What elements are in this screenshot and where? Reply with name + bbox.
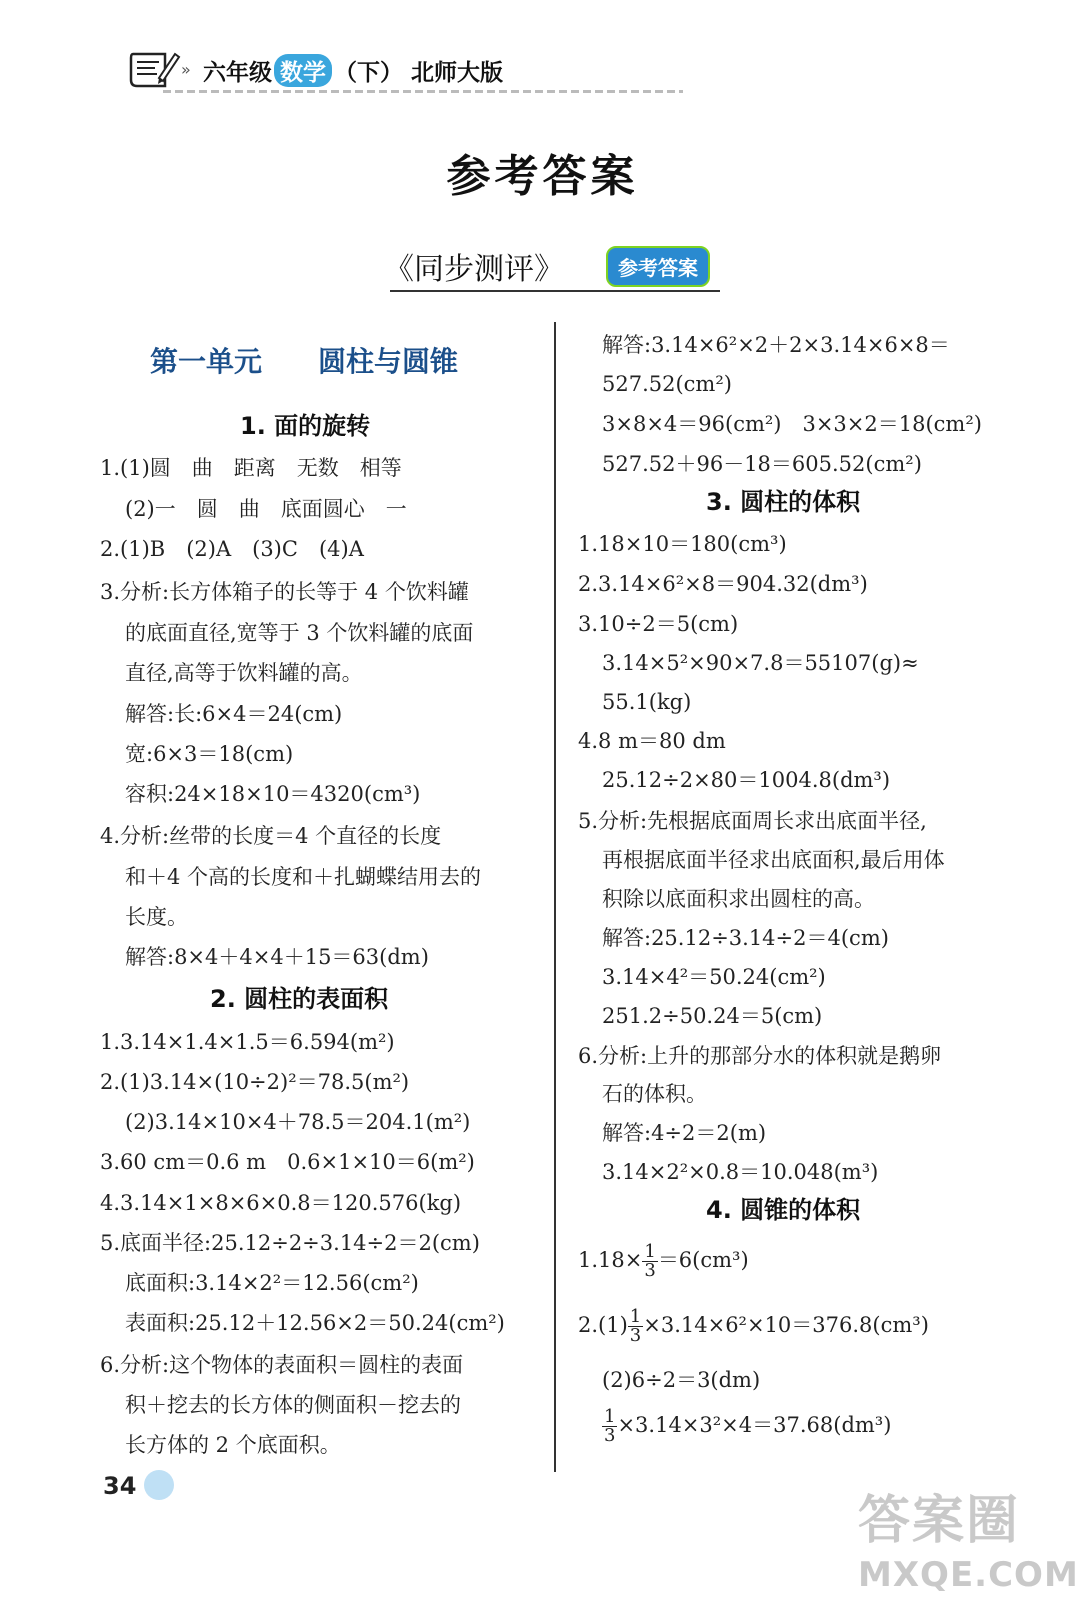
answer-line: (2)6÷2＝3(dm) — [602, 1368, 761, 1392]
answer-line: 直径,高等于饮料罐的高。 — [125, 661, 363, 685]
answer-line: 251.2÷50.24＝5(cm) — [602, 1004, 823, 1028]
section-heading: 4. 圆锥的体积 — [706, 1196, 861, 1224]
column-divider — [554, 322, 556, 1472]
answer-line: 解答:8×4＋4×4＋15＝63(dm) — [125, 945, 429, 969]
answer-line: 解答:4÷2＝2(m) — [602, 1121, 767, 1145]
page-number: 34 — [103, 1472, 137, 1500]
scroll-pencil-icon — [125, 48, 183, 94]
answer-line: 1.18× $\frac{1}{3}$ ＝6(cm³) — [578, 1241, 749, 1281]
answer-line: 2.(1)3.14×(10÷2)²＝78.5(m²) — [100, 1070, 410, 1094]
page-title: 参考答案 — [446, 151, 639, 202]
answer-line: 积除以底面积求出圆柱的高。 — [602, 887, 875, 911]
answer-line: 3.分析:长方体箱子的长等于 4 个饮料罐 — [100, 580, 469, 604]
answer-line: 长度。 — [125, 905, 188, 929]
answer-line: 2.(1)B (2)A (3)C (4)A — [100, 537, 364, 561]
answer-line: 55.1(kg) — [602, 690, 692, 714]
watermark: 答案圈 MXQE.COM — [858, 1491, 1079, 1595]
answer-line: 再根据底面半径求出底面积,最后用体 — [602, 848, 945, 872]
answer-line: 4.3.14×1×8×6×0.8＝120.576(kg) — [100, 1191, 462, 1215]
answer-line: 2.(1) $\frac{1}{3}$ ×3.14×6²×10＝376.8(cm³) — [578, 1306, 929, 1346]
banner-badge: 参考答案 — [606, 246, 710, 287]
header-underline — [163, 90, 683, 93]
answer-line: $\frac{1}{3}$ ×3.14×3²×4＝37.68(dm³) — [604, 1406, 892, 1446]
fraction: $\frac{1}{3}$ — [629, 1306, 642, 1346]
answer-line: 2.3.14×6²×8＝904.32(dm³) — [578, 572, 868, 596]
answer-line: 5.底面半径:25.12÷2÷3.14÷2＝2(cm) — [100, 1231, 480, 1255]
answer-line: 解答:长:6×4＝24(cm) — [125, 702, 343, 726]
arrow-marks: » — [181, 60, 191, 79]
fraction: $\frac{1}{3}$ — [604, 1406, 616, 1446]
answer-line: 长方体的 2 个底面积。 — [125, 1433, 341, 1457]
banner-title: 《同步测评》 — [384, 252, 564, 287]
answer-line: 表面积:25.12＋12.56×2＝50.24(cm²) — [125, 1311, 505, 1335]
answer-line: (2)3.14×10×4＋78.5＝204.1(m²) — [125, 1110, 471, 1134]
answer-line: 3.60 cm＝0.6 m 0.6×1×10＝6(m²) — [100, 1150, 475, 1174]
answer-line: 石的体积。 — [602, 1082, 707, 1106]
answer-line: 3.14×4²＝50.24(cm²) — [602, 965, 826, 989]
answer-line: 6.分析:上升的那部分水的体积就是鹅卵 — [578, 1044, 942, 1068]
answer-line: 4.分析:丝带的长度＝4 个直径的长度 — [100, 824, 442, 848]
answer-line: 底面积:3.14×2²＝12.56(cm²) — [125, 1271, 419, 1295]
section-heading: 1. 面的旋转 — [240, 412, 371, 440]
answer-line: 3.10÷2＝5(cm) — [578, 612, 739, 636]
answer-line: 的底面直径,宽等于 3 个饮料罐的底面 — [125, 621, 474, 645]
answer-line: 解答:3.14×6²×2＋2×3.14×6×8＝ — [602, 333, 950, 357]
answer-line: 解答:25.12÷3.14÷2＝4(cm) — [602, 926, 889, 950]
section-heading: 3. 圆柱的体积 — [706, 488, 861, 516]
page-arrow-icon — [144, 1470, 174, 1500]
answer-line: 1.(1)圆 曲 距离 无数 相等 — [100, 456, 402, 480]
fraction: $\frac{1}{3}$ — [644, 1241, 656, 1281]
section-heading: 2. 圆柱的表面积 — [210, 985, 389, 1013]
answer-line: 3×8×4＝96(cm²) 3×3×2＝18(cm²) — [602, 412, 982, 436]
section-banner — [384, 240, 724, 300]
answer-line: 3.14×5²×90×7.8＝55107(g)≈ — [602, 651, 919, 675]
answer-line: 积＋挖去的长方体的侧面积－挖去的 — [125, 1393, 461, 1417]
answer-line: 527.52＋96－18＝605.52(cm²) — [602, 452, 922, 476]
answer-line: 25.12÷2×80＝1004.8(dm³) — [602, 768, 891, 792]
book-header — [125, 48, 555, 92]
answer-line: 宽:6×3＝18(cm) — [125, 742, 294, 766]
answer-line: 和＋4 个高的长度和＋扎蝴蝶结用去的 — [125, 865, 482, 889]
answer-line: 容积:24×18×10＝4320(cm³) — [125, 782, 421, 806]
banner-underline — [390, 290, 720, 292]
answer-line: 527.52(cm²) — [602, 372, 732, 396]
unit-heading: 第一单元 圆柱与圆锥 — [150, 345, 459, 378]
answer-line: 5.分析:先根据底面周长求出底面半径, — [578, 809, 927, 833]
answer-line: 4.8 m＝80 dm — [578, 729, 726, 753]
answer-line: 3.14×2²×0.8＝10.048(m³) — [602, 1160, 879, 1184]
answer-line: (2)一 圆 曲 底面圆心 一 — [125, 497, 407, 521]
answer-line: 1.18×10＝180(cm³) — [578, 532, 787, 556]
book-title: 六年级 数学 （下） 北师大版 — [203, 54, 503, 87]
answer-line: 6.分析:这个物体的表面积＝圆柱的表面 — [100, 1353, 464, 1377]
answer-line: 1.3.14×1.4×1.5＝6.594(m²) — [100, 1030, 395, 1054]
